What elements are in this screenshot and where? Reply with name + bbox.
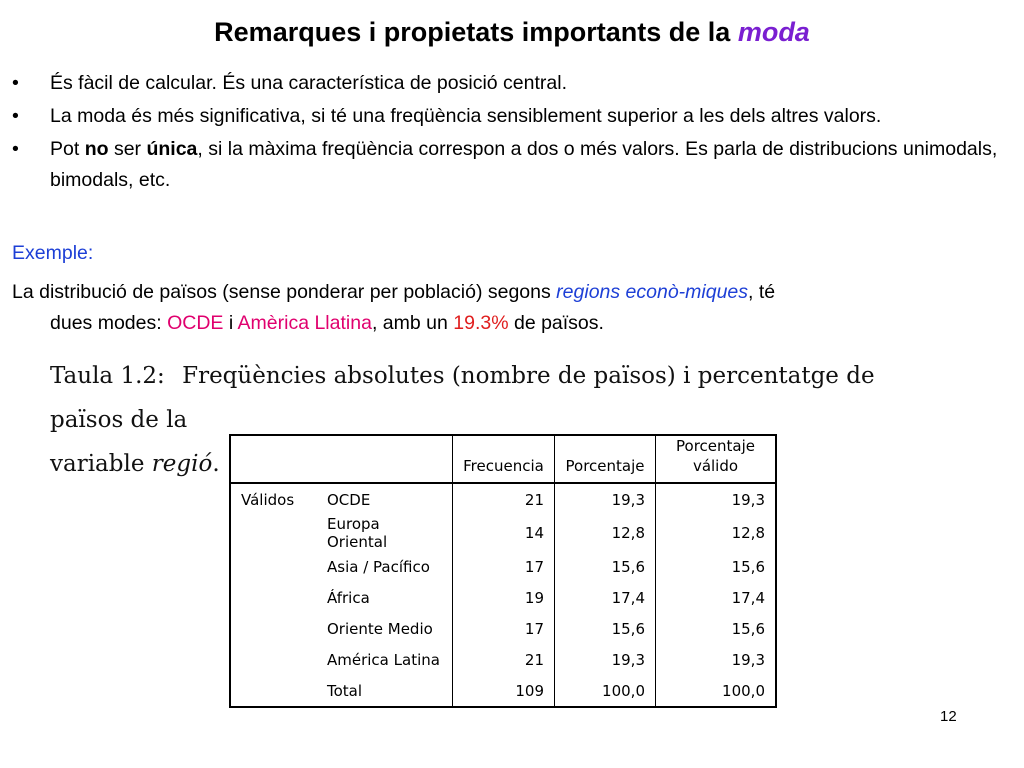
cell-valido: 15,6	[656, 613, 777, 644]
cell-frecuencia: 14	[453, 515, 555, 551]
title-main: Remarques i propietats importants de la	[214, 17, 731, 47]
caption-end: .	[212, 451, 220, 477]
header-porcentaje-valido: Porcentaje válido	[656, 435, 777, 483]
example-label: Exemple:	[12, 242, 94, 264]
cell-porcentaje: 19,3	[555, 483, 656, 515]
row-label: África	[327, 588, 370, 607]
cell-porcentaje: 19,3	[555, 644, 656, 675]
cell-frecuencia: 17	[453, 551, 555, 582]
bullet-marker: •	[12, 138, 19, 160]
row-label: Asia / Pacífico	[327, 557, 430, 576]
bullet-item	[12, 134, 1017, 196]
bullet-list	[12, 68, 1017, 196]
example-text-1: La distribució de països (sense ponderar per població) segons	[12, 281, 551, 303]
slide-title	[0, 14, 1024, 50]
frequency-table	[229, 434, 777, 708]
example-paragraph	[12, 277, 1017, 339]
table-row	[230, 551, 776, 582]
cell-valido: 17,4	[656, 582, 777, 613]
caption-italic: regió	[151, 451, 213, 477]
bullet-item	[12, 101, 1017, 132]
cell-valido: 12,8	[656, 515, 777, 551]
table-row	[230, 515, 776, 551]
caption-text-2: variable	[50, 451, 145, 477]
example-continuation	[12, 308, 1017, 339]
example-america: Amèrica Llatina	[237, 312, 372, 334]
cell-frecuencia: 19	[453, 582, 555, 613]
example-ocde: OCDE	[167, 312, 224, 334]
bullet-text-unica: única	[146, 138, 198, 160]
table-header-row	[230, 435, 776, 483]
group-empty	[230, 644, 317, 675]
table-row	[230, 582, 776, 613]
bullet-marker: •	[12, 72, 19, 94]
bullet-text-pre: Pot	[50, 138, 80, 160]
header-empty	[317, 435, 453, 483]
group-label: Válidos	[230, 483, 317, 515]
cell-valido: 19,3	[656, 483, 777, 515]
row-label: Total	[317, 675, 453, 707]
bullet-text-post: , si la màxima freqüència correspon a dos o més valors. Es parla de distribucions unimodals, bimodals, etc.	[50, 138, 998, 191]
cell-valido: 100,0	[656, 675, 777, 707]
cell-frecuencia: 21	[453, 483, 555, 515]
group-empty	[230, 613, 317, 644]
bullet-text: La moda és més significativa, si té una freqüència sensiblement superior a les dels altres valors.	[50, 105, 882, 127]
row-label: Oriente Medio	[327, 619, 433, 638]
group-empty	[230, 675, 317, 707]
cell-porcentaje: 15,6	[555, 613, 656, 644]
cell-porcentaje: 17,4	[555, 582, 656, 613]
example-regions: regions econò-miques	[556, 281, 749, 303]
cell-porcentaje: 15,6	[555, 551, 656, 582]
table-row-total	[230, 675, 776, 707]
bullet-text: És fàcil de calcular. És una característica de posició central.	[50, 72, 567, 94]
example-text-2: , té	[748, 281, 776, 303]
table-row	[230, 483, 776, 515]
caption-label: Taula 1.2:	[50, 363, 165, 389]
cell-frecuencia: 17	[453, 613, 555, 644]
example-text-4: , amb un	[371, 312, 448, 334]
cell-valido: 15,6	[656, 551, 777, 582]
row-label: Europa Oriental	[327, 515, 388, 551]
group-empty	[230, 515, 317, 551]
example-text-5: de països.	[513, 312, 604, 334]
bullet-text-mid: ser	[113, 138, 142, 160]
header-frecuencia: Frecuencia	[453, 435, 555, 483]
cell-valido: 19,3	[656, 644, 777, 675]
header-empty	[230, 435, 317, 483]
bullet-item	[12, 68, 1017, 99]
cell-frecuencia: 109	[453, 675, 555, 707]
header-porcentaje: Porcentaje	[555, 435, 656, 483]
page-number: 12	[940, 708, 957, 725]
table-row	[230, 644, 776, 675]
title-accent: moda	[737, 17, 810, 47]
example-percentage: 19.3%	[453, 312, 509, 334]
caption-text-1: Freqüències absolutes (nombre de països) i percentatge de països de la	[50, 363, 875, 433]
cell-porcentaje: 100,0	[555, 675, 656, 707]
cell-frecuencia: 21	[453, 644, 555, 675]
table-row	[230, 613, 776, 644]
example-text-3: dues modes:	[50, 312, 162, 334]
row-label: OCDE	[327, 490, 371, 509]
group-empty	[230, 582, 317, 613]
cell-porcentaje: 12,8	[555, 515, 656, 551]
row-label: América Latina	[327, 650, 440, 669]
group-empty	[230, 551, 317, 582]
example-conj: i	[228, 312, 234, 334]
bullet-marker: •	[12, 105, 19, 127]
bullet-text-no: no	[84, 138, 109, 160]
